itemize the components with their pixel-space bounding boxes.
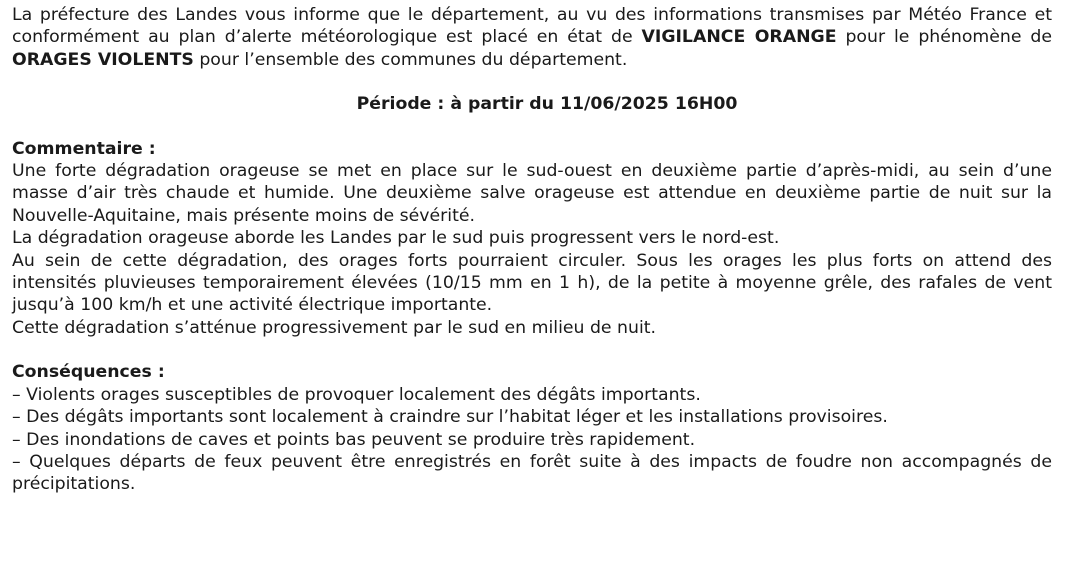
consequences-list bbox=[12, 384, 1052, 496]
intro-paragraph bbox=[12, 4, 1052, 71]
phenomenon-name: ORAGES VIOLENTS bbox=[12, 49, 194, 70]
comment-paragraph: La dégradation orageuse aborde les Landes par le sud puis progressent vers le nord-est. bbox=[12, 228, 780, 249]
consequences-heading: Conséquences : bbox=[12, 362, 165, 383]
intro-text-2: pour le phénomène de bbox=[836, 27, 1052, 48]
vigilance-level: VIGILANCE ORANGE bbox=[641, 27, 837, 48]
list-item: – Des inondations de caves et points bas peuvent se produire très rapidement. bbox=[12, 429, 696, 450]
comment-section bbox=[12, 138, 1052, 340]
comment-paragraph: Au sein de cette dégradation, des orages forts pourraient circuler. Sous les orages les plus forts on attend des intensités pluvieuses temporairement élevées (10/15 mm en 1 h), de la petite à moyenne grêle, des rafales de vent jusqu’à 100 km/h et une activité électrique importante. bbox=[12, 250, 1052, 316]
intro-text-1: La préfecture des Landes vous informe que le département, au vu des informations transmises par Météo France et conformément au plan d’alerte météorologique est placé en état de bbox=[12, 5, 1052, 48]
list-item: – Quelques départs de feux peuvent être enregistrés en forêt suite à des impacts de foudre non accompagnés de précipitations. bbox=[12, 451, 1052, 495]
alert-document bbox=[12, 4, 1052, 496]
list-item: – Violents orages susceptibles de provoquer localement des dégâts importants. bbox=[12, 384, 701, 405]
list-item: – Des dégâts importants sont localement à craindre sur l’habitat léger et les installations provisoires. bbox=[12, 407, 888, 428]
comment-paragraph: Cette dégradation s’atténue progressivement par le sud en milieu de nuit. bbox=[12, 317, 657, 338]
consequences-section bbox=[12, 361, 1052, 495]
intro-text-3: pour l’ensemble des communes du département. bbox=[193, 49, 628, 70]
comment-paragraph: Une forte dégradation orageuse se met en place sur le sud-ouest en deuxième partie d’après-midi, au sein d’une masse d’air très chaude et humide. Une deuxième salve orageuse est attendue en deuxième partie de nuit sur la Nouvelle-Aquitaine, mais présente moins de sévérité. bbox=[12, 161, 1052, 226]
period-line: Période : à partir du 11/06/2025 16H00 bbox=[356, 94, 738, 115]
comment-heading: Commentaire : bbox=[12, 138, 156, 159]
